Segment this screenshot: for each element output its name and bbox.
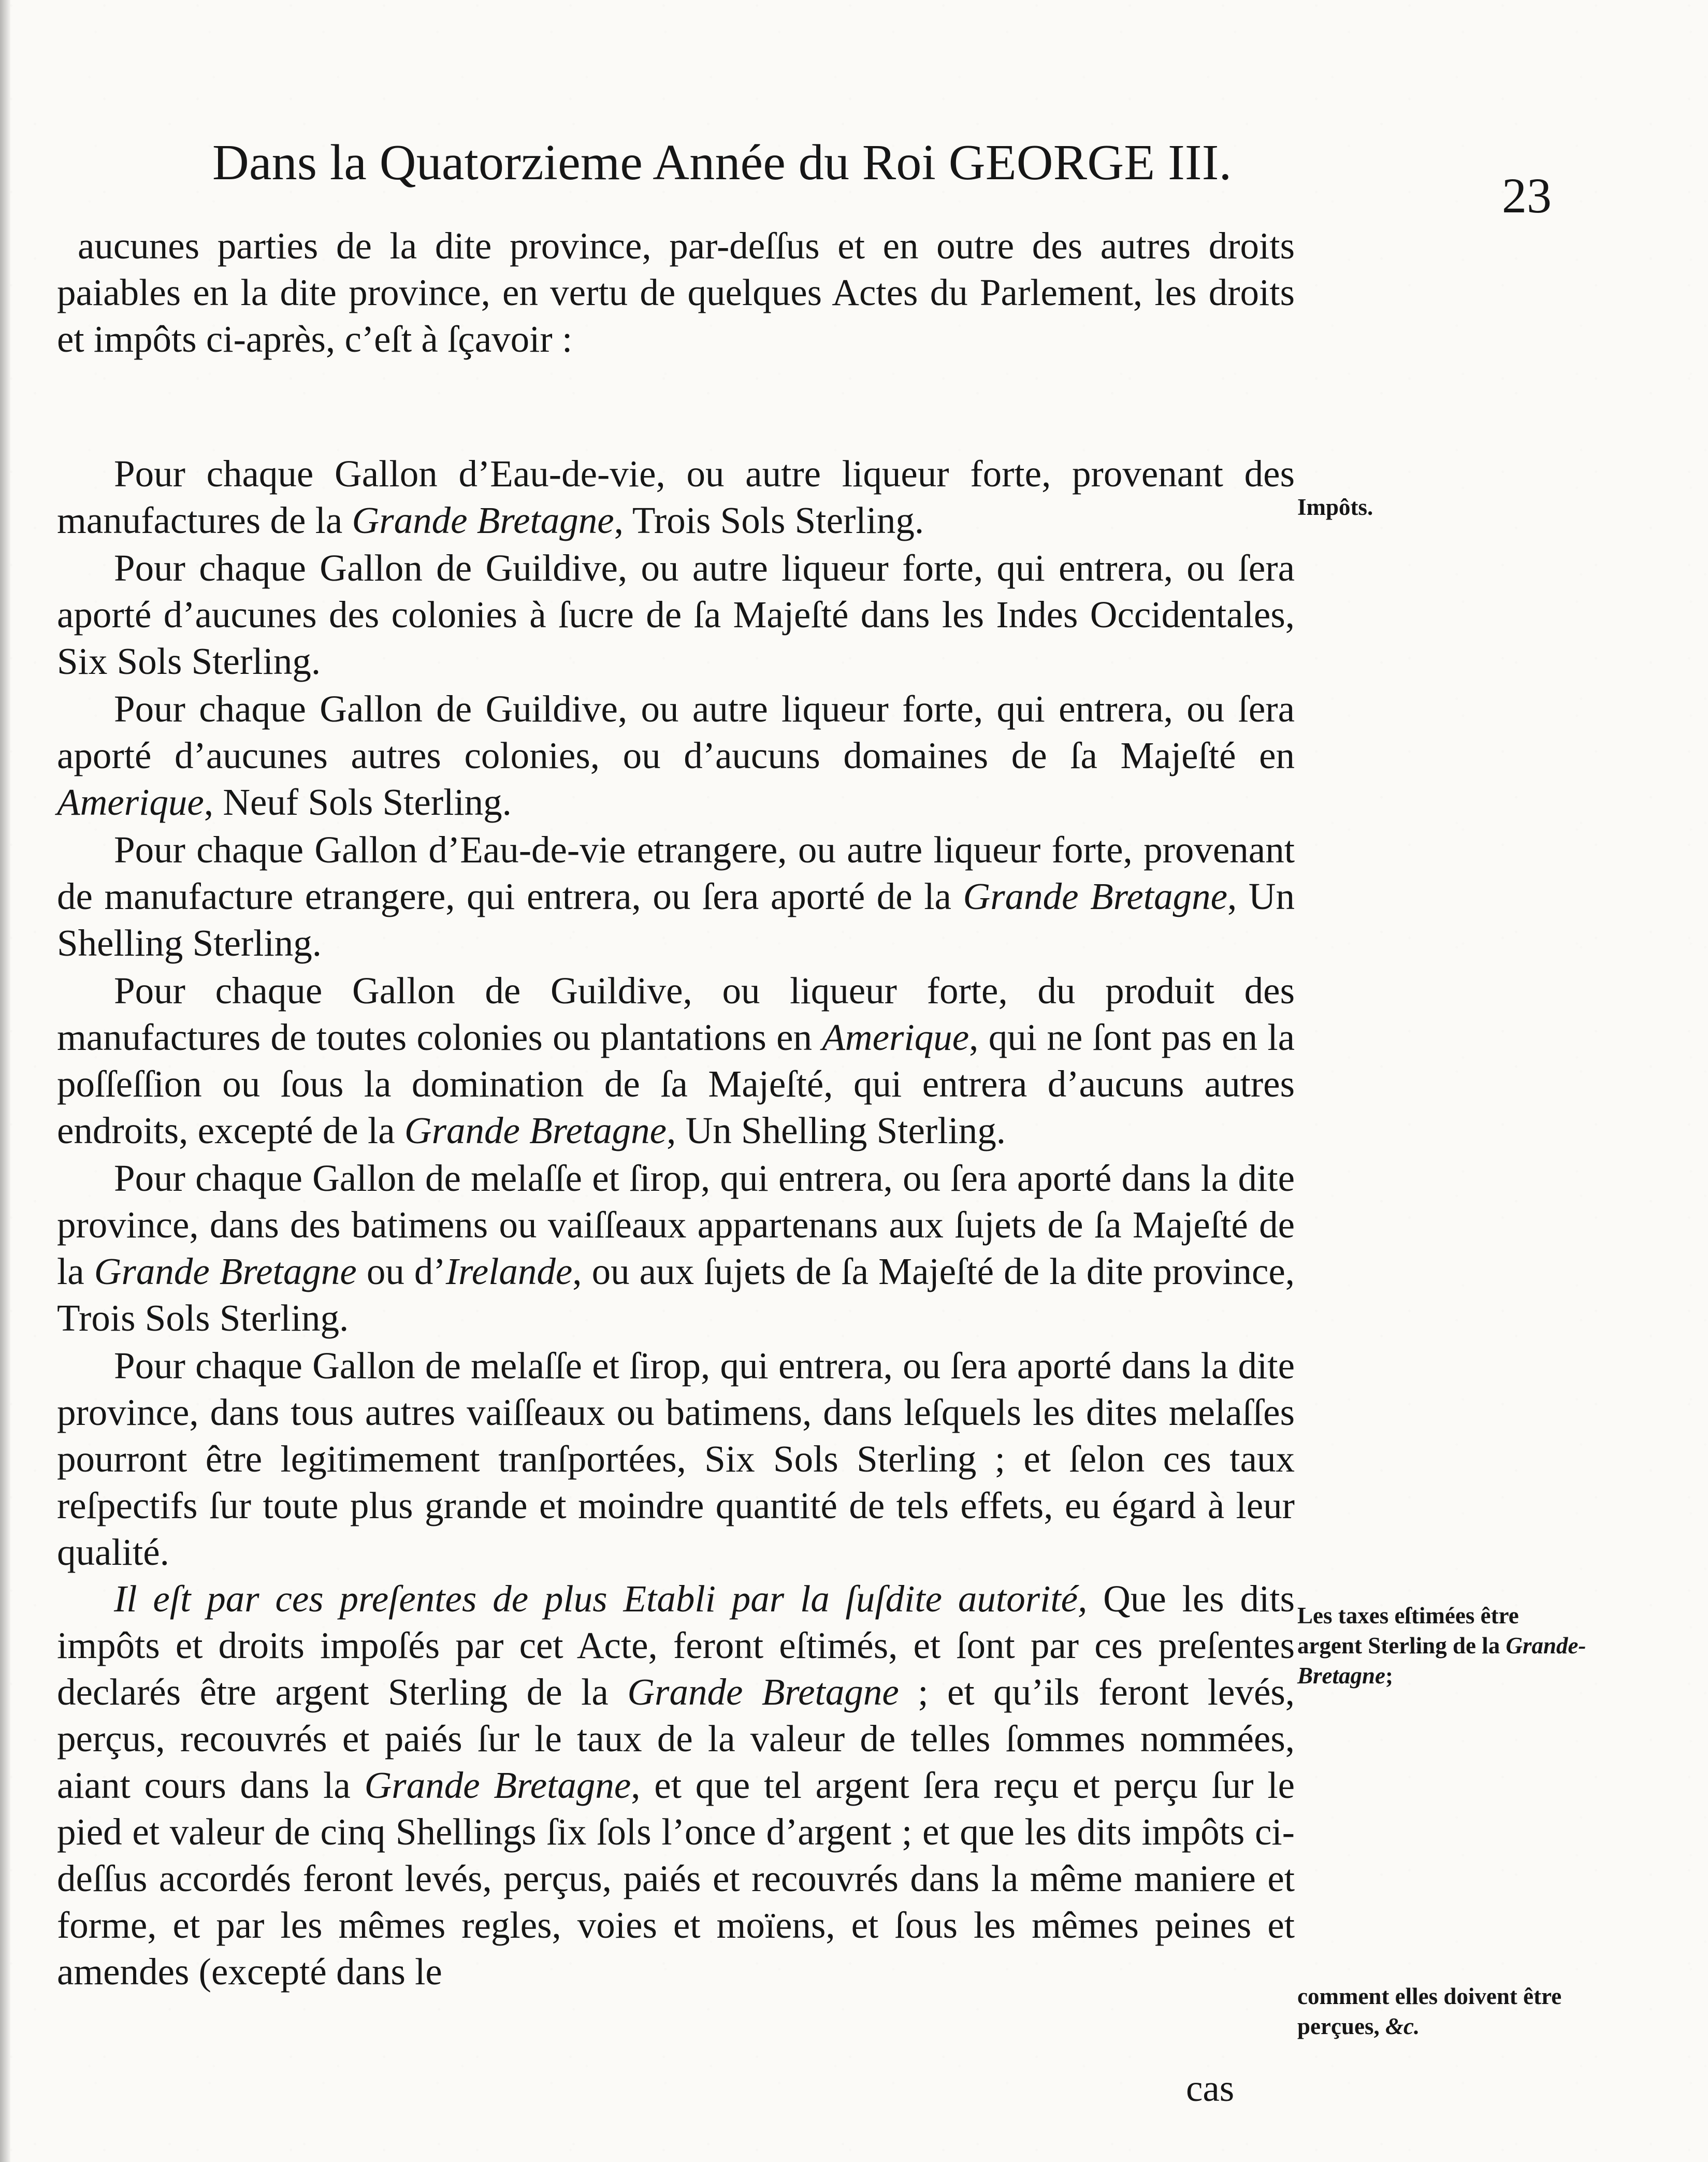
entry-1-place: Grande Bretagne (352, 499, 614, 541)
margin-note-comment-text-a: comment elles doivent être perçues, (1297, 1983, 1562, 2039)
entry-5-place-2: Grande Bretagne (404, 1109, 667, 1151)
entry-3 (57, 686, 1295, 826)
entry-3-text-a: Pour chaque Gallon de Guildive, ou autre liqueur forte, qui entrera, ou ſera aporté d’aucunes autres colonies, ou d’aucuns domaines de ſa Majeſté en (57, 688, 1295, 776)
margin-note-taxes-place: Grande-Bretagne (1297, 1633, 1586, 1689)
entry-6-text-c: ou d’ (356, 1250, 446, 1292)
enactment-text-a: Que les dits impôts et droits impoſés par cet Acte, feront eſtimés, et ſont par ces preſentes declarés être argent Sterling de la (57, 1578, 1295, 1713)
entry-4-text-a: Pour chaque Gallon d’Eau-de-vie etrangere, ou autre liqueur forte, provenant de manufacture etrangere, qui entrera, ou ſera aporté de la (57, 829, 1295, 917)
entry-3-place: Amerique (57, 781, 204, 823)
entry-6-place-1: Grande Bretagne (94, 1250, 357, 1292)
entry-5-text-e: , Un Shelling Sterling. (667, 1109, 1006, 1151)
entry-1-text-c: , Trois Sols Sterling. (614, 499, 924, 541)
entry-1 (57, 451, 1295, 544)
margin-note-comment (1297, 1981, 1587, 2041)
entry-4 (57, 827, 1295, 967)
margin-note-comment-text-b: &c. (1385, 2013, 1420, 2039)
enactment-text-c: ; et qu’ils feront levés, perçus, recouvrés et paiés ſur le taux de la valeur de telles ſommes nommées, aiant cours dans la (57, 1671, 1295, 1806)
enactment-intro: Il eſt par ces preſentes de plus Etabli par la ſuſdite autorité, (114, 1578, 1088, 1620)
catchword-cas: cas (1186, 2067, 1235, 2109)
enactment-place-1: Grande Bretagne (627, 1671, 899, 1713)
entry-7: Pour chaque Gallon de melaſſe et ſirop, qui entrera, ou ſera aporté dans la dite province, dans tous autres vaiſſeaux ou batimens, dans leſquels les dites melaſſes pourront être legitimement tranſportées, Six Sols Sterling ; et ſelon ces taux reſpectifs ſur toute plus grande et moindre quantité de tels effets, eu égard à leur qualité. (57, 1345, 1295, 1573)
entry-5-text-a: Pour chaque Gallon de Guildive, ou liqueur forte, du produit des manufactures de toutes colonies ou plantations en (57, 970, 1295, 1058)
entry-1-text-a: Pour chaque Gallon d’Eau-de-vie, ou autre liqueur forte, provenant des manufactures de la (57, 453, 1295, 541)
main-text (57, 223, 1295, 1995)
enactment-text-e: , et que tel argent ſera reçu et perçu ſur le pied et valeur de cinq Shellings ſix ſols l’once d’argent ; et que les dits impôts ci-deſſus accordés feront levés, perçus, paiés et recouvrés dans la même maniere et forme, et par les mêmes regles, voies et moïens, et ſous les mêmes peines et amendes (excepté dans le (57, 1764, 1295, 1993)
margin-note-taxes-text-c: ; (1385, 1663, 1394, 1689)
enactment-paragraph (57, 1576, 1295, 1995)
entry-2: Pour chaque Gallon de Guildive, ou autre liqueur forte, qui entrera, ou ſera aporté d’aucunes des colonies à ſucre de ſa Majeſté dans les Indes Occidentales, Six Sols Sterling. (57, 547, 1295, 682)
entry-6-text-e: , ou aux ſujets de ſa Majeſté de la dite province, Trois Sols Sterling. (57, 1250, 1295, 1339)
entry-6 (57, 1155, 1295, 1342)
entry-5-text-c: , qui ne ſont pas en la poſſeſſion ou ſous la domination de ſa Majeſté, qui entrera d’aucuns autres endroits, excepté de la (57, 1016, 1295, 1151)
entry-3-text-c: , Neuf Sols Sterling. (204, 781, 512, 823)
margin-note-impots: Impôts. (1297, 494, 1373, 520)
entry-5 (57, 968, 1295, 1154)
entry-6-place-2: Irelande (445, 1250, 573, 1292)
intro-paragraph: aucunes parties de la dite province, par-deſſus et en outre des autres droits paiables en la dite province, en vertu de quelques Actes du Parlement, les droits et impôts ci-après, c’eſt à ſçavoir : (57, 225, 1295, 360)
margin-note-taxes-text-a: Les taxes eſtimées être argent Sterling de la (1297, 1603, 1519, 1659)
entry-4-place: Grande Bretagne (963, 875, 1227, 917)
entry-5-place-1: Amerique (822, 1016, 969, 1058)
margin-note-taxes (1297, 1601, 1587, 1691)
entry-6-text-a: Pour chaque Gallon de melaſſe et ſirop, qui entrera, ou ſera aporté dans la dite province, dans des batimens ou vaiſſeaux appartenans aux ſujets de ſa Majeſté de la (57, 1157, 1295, 1292)
page-number: 23 (1502, 168, 1552, 223)
running-head: Dans la Quatorzieme Année du Roi GEORGE III. (212, 135, 1232, 191)
entry-4-text-c: , Un Shelling Sterling. (57, 875, 1295, 964)
page-left-edge (0, 0, 10, 2162)
enactment-place-2: Grande Bretagne (364, 1764, 631, 1806)
